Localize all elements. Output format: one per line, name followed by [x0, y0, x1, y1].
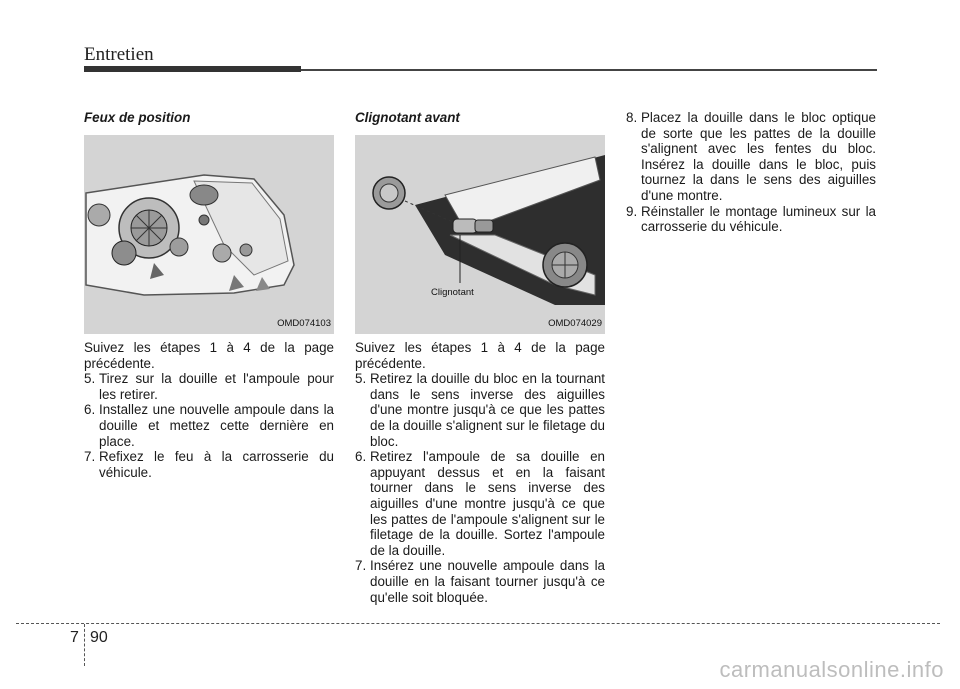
watermark: carmanualsonline.info [719, 657, 944, 682]
step-text: Retirez l'ampoule de sa douille en appuyant dessus et en la faisant tourner dans le sens inverse des aiguilles d'une montre jusqu'à ce que les pattes de l'ampoule s'alignent sur le filetage de la douille. Sortez l'ampoule de la douille. [370, 449, 605, 558]
step-text: Réinstaller le montage lumineux sur la carrosserie du véhicule. [641, 203, 876, 235]
step-number: 9. [626, 203, 638, 219]
intro-text: Suivez les étapes 1 à 4 de la page précédente. [84, 340, 334, 371]
intro-text: Suivez les étapes 1 à 4 de la page précédente. [355, 340, 605, 371]
figure-code: OMD074029 [548, 318, 602, 330]
turn-signal-illustration [355, 135, 605, 334]
step-item [84, 449, 334, 480]
step-text: Placez la douille dans le bloc optique de sorte que les pattes de la douille s'alignent avec les fentes du bloc. Insérez la douille dans le bloc, puis tournez la dans le sens des aiguilles d'une montre. [641, 110, 876, 203]
chapter-number: 7 [70, 629, 79, 646]
callout-label: Clignotant [431, 287, 474, 298]
step-text: Installez une nouvelle ampoule dans la douille et mettez cette dernière en place. [99, 402, 334, 449]
step-text: Refixez le feu à la carrosserie du véhicule. [99, 449, 334, 480]
footer-rule [16, 623, 940, 624]
step-text: Tirez sur la douille et l'ampoule pour les retirer. [99, 371, 334, 402]
step-number: 7. [355, 558, 367, 574]
column-continued-steps [626, 110, 876, 235]
step-item [355, 371, 605, 449]
header-rule-accent [84, 66, 301, 72]
step-item [355, 558, 605, 605]
step-item [84, 402, 334, 449]
step-item [84, 371, 334, 402]
column-feux-de-position [84, 110, 334, 480]
step-number: 5. [84, 371, 96, 387]
headlamp-illustration [84, 135, 334, 334]
step-number: 6. [84, 402, 96, 418]
headlamp-rear-figure [84, 135, 334, 334]
step-item [355, 449, 605, 558]
page-number: 90 [90, 629, 108, 646]
column-clignotant-avant [355, 110, 605, 605]
step-number: 5. [355, 371, 367, 387]
turn-signal-figure [355, 135, 605, 334]
step-number: 8. [626, 110, 638, 125]
steps-list [626, 110, 876, 235]
step-number: 7. [84, 449, 96, 465]
step-text: Insérez une nouvelle ampoule dans la douille en la faisant tourner jusqu'à ce qu'elle soit bloquée. [370, 558, 605, 605]
step-item [626, 204, 876, 235]
figure-code: OMD074103 [277, 318, 331, 330]
footer-divider [84, 624, 85, 666]
step-text: Retirez la douille du bloc en la tournant dans le sens inverse des aiguilles d'une montre jusqu'à ce que les pattes de la douille s'alignent sur le filetage du bloc. [370, 371, 605, 449]
step-item [626, 110, 876, 204]
steps-list [84, 371, 334, 480]
page-header-title: Entretien [84, 44, 154, 65]
step-number: 6. [355, 449, 367, 465]
steps-list [355, 371, 605, 605]
section-title: Clignotant avant [355, 110, 460, 125]
section-title: Feux de position [84, 110, 191, 125]
